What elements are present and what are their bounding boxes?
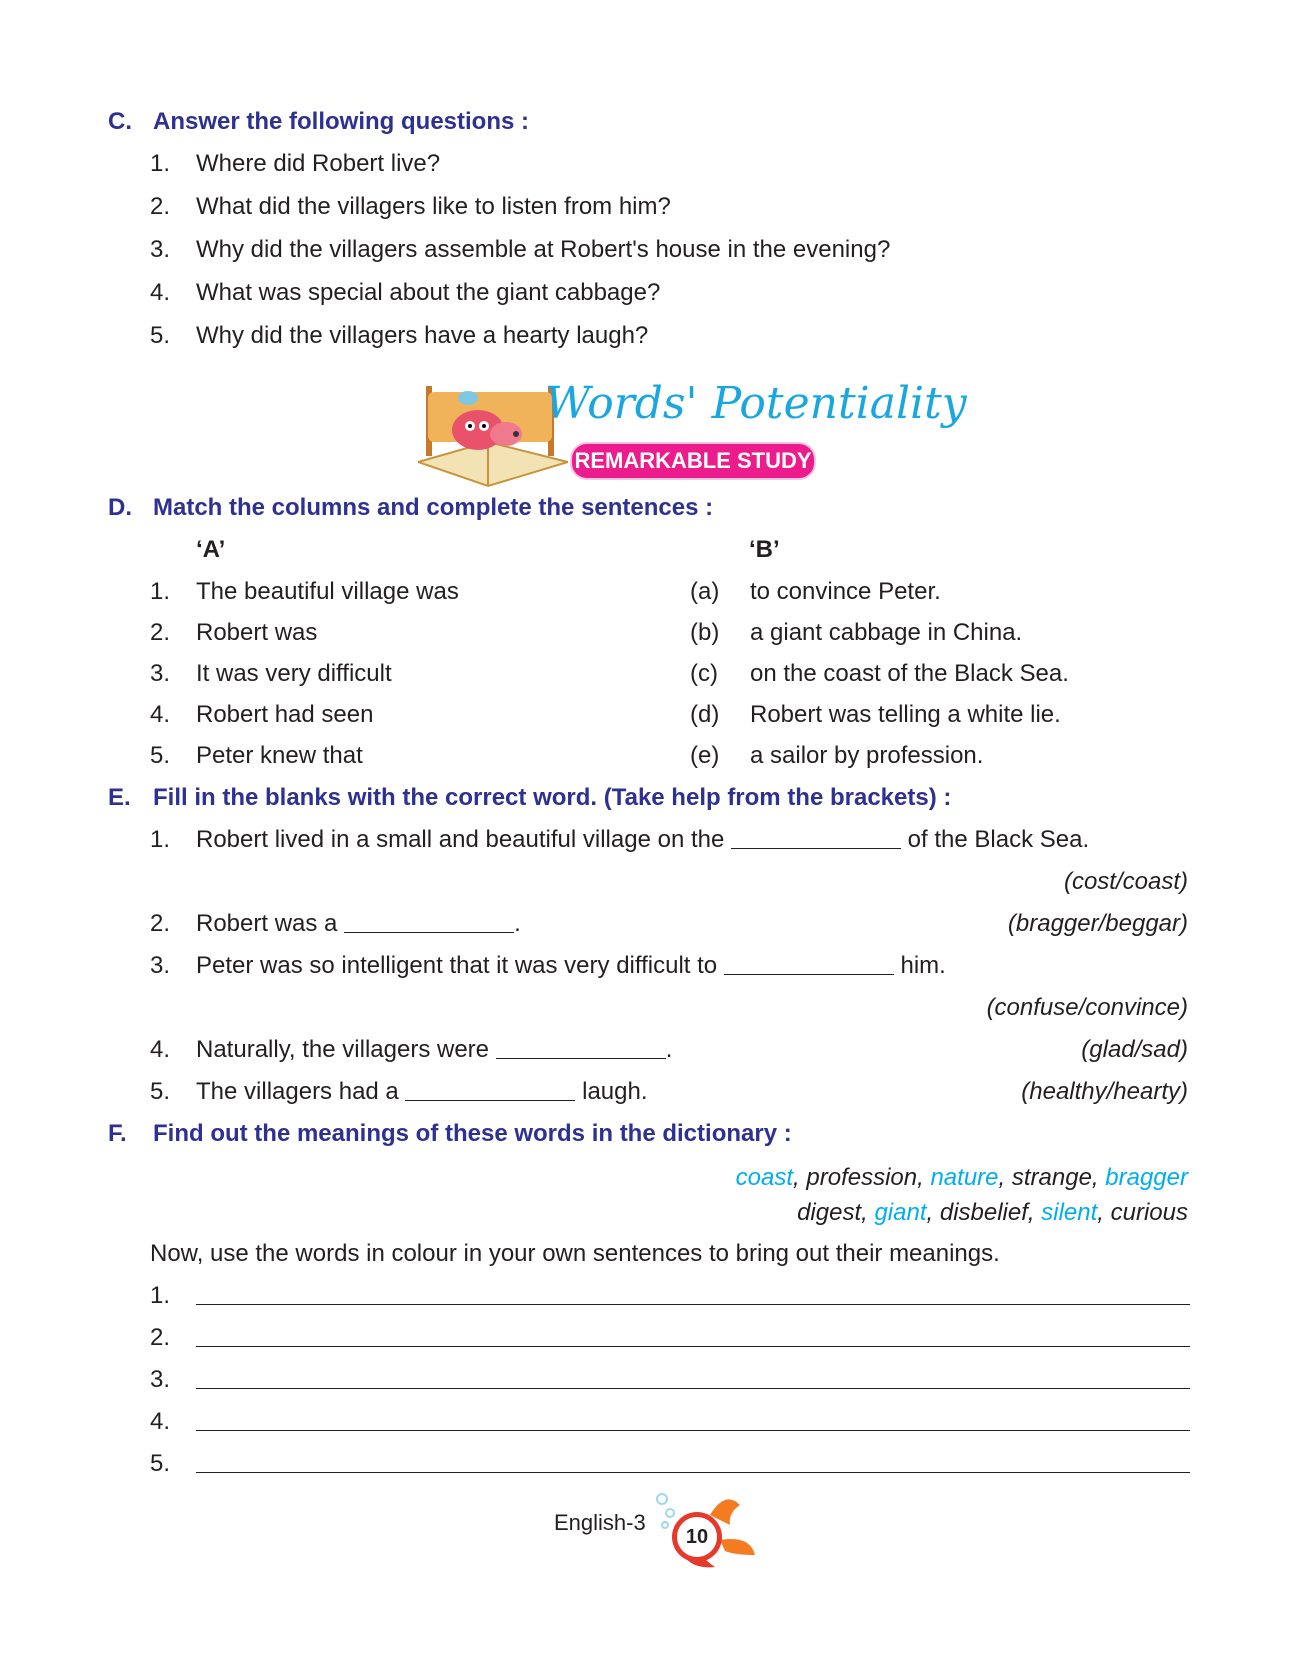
hint-text: (cost/coast) — [1063, 868, 1188, 895]
match-row-b: (c) on the coast of the Black Sea. — [690, 660, 1069, 687]
section-letter: E. — [108, 784, 131, 811]
question-item: 1. Where did Robert live? — [150, 150, 441, 177]
hint-text: (bragger/beggar) — [1007, 910, 1188, 937]
question-item: 5. Why did the villagers have a hearty laugh? — [150, 322, 649, 349]
question-item: 3. Why did the villagers assemble at Robert's house in the evening? — [150, 236, 891, 263]
blank-line — [496, 1038, 666, 1059]
banner-subtitle: REMARKABLE STUDY — [570, 442, 816, 480]
answer-line[interactable]: 5. — [150, 1450, 1190, 1478]
match-row-b: (b) a giant cabbage in China. — [690, 619, 1023, 646]
section-title: Fill in the blanks with the correct word. (Take help from the brackets) : — [153, 784, 952, 811]
hint-text: (confuse/convince) — [986, 994, 1188, 1021]
section-letter: D. — [108, 494, 132, 521]
question-item: 2. What did the villagers like to listen from him? — [150, 193, 671, 220]
word-list-line-2: digest, giant, disbelief, silent, curious — [797, 1199, 1188, 1226]
word-coloured: bragger — [1105, 1164, 1188, 1191]
word: disbelief — [939, 1199, 1028, 1226]
question-item: 4. What was special about the giant cabbage? — [150, 279, 661, 306]
answer-line[interactable]: 4. — [150, 1408, 1190, 1436]
hint-text: (healthy/hearty) — [1021, 1078, 1188, 1105]
column-a-header: ‘A’ — [196, 536, 226, 563]
fill-blank-item: 3. Peter was so intelligent that it was very difficult to him. — [150, 952, 946, 979]
match-row-b: (e) a sailor by profession. — [690, 742, 984, 769]
instruction-text: Now, use the words in colour in your own sentences to bring out their meanings. — [150, 1240, 1000, 1267]
match-row-b: (d) Robert was telling a white lie. — [690, 701, 1061, 728]
column-b-header: ‘B’ — [749, 536, 780, 563]
match-row-a: 3. It was very difficult — [150, 660, 392, 687]
blank-line — [731, 828, 901, 849]
blank-line — [344, 912, 514, 933]
section-c-heading — [108, 108, 529, 136]
section-title: Answer the following questions : — [153, 108, 530, 135]
answer-line[interactable]: 3. — [150, 1366, 1190, 1394]
word-coloured: silent — [1041, 1199, 1098, 1226]
section-d-heading — [108, 494, 713, 522]
section-e-heading — [108, 784, 951, 812]
hint-text: (glad/sad) — [1081, 1036, 1188, 1063]
answer-line[interactable]: 1. — [150, 1282, 1190, 1310]
fill-blank-item: 5. The villagers had a laugh. — [150, 1078, 648, 1105]
word: digest — [797, 1199, 862, 1226]
blank-line — [724, 954, 894, 975]
fill-blank-item: 4. Naturally, the villagers were . — [150, 1036, 673, 1063]
banner-title: Words' Potentiality — [545, 378, 967, 429]
section-f-heading — [108, 1120, 792, 1148]
word: strange — [1011, 1164, 1092, 1191]
section-title: Find out the meanings of these words in the dictionary : — [153, 1120, 792, 1147]
match-row-a: 1. The beautiful village was — [150, 578, 459, 605]
match-row-a: 4. Robert had seen — [150, 701, 374, 728]
match-row-a: 2. Robert was — [150, 619, 318, 646]
word-coloured: giant — [874, 1199, 927, 1226]
answer-line[interactable]: 2. — [150, 1324, 1190, 1352]
word: curious — [1110, 1199, 1188, 1226]
book-title: English-3 — [554, 1510, 646, 1535]
word-coloured: coast — [735, 1164, 794, 1191]
match-row-a: 5. Peter knew that — [150, 742, 363, 769]
section-letter: F. — [108, 1120, 127, 1147]
word-coloured: nature — [930, 1164, 999, 1191]
section-title: Match the columns and complete the sentences : — [153, 494, 714, 521]
word: profession — [806, 1164, 918, 1191]
match-row-b: (a) to convince Peter. — [690, 578, 941, 605]
fill-blank-item: 1. Robert lived in a small and beautiful village on the of the Black Sea. — [150, 826, 1090, 853]
section-letter: C. — [108, 108, 132, 135]
word-list-line-1: coast, profession, nature, strange, bragger — [735, 1164, 1188, 1191]
blank-line — [405, 1080, 575, 1101]
fill-blank-item: 2. Robert was a . — [150, 910, 521, 937]
page-number: 10 — [673, 1513, 721, 1561]
